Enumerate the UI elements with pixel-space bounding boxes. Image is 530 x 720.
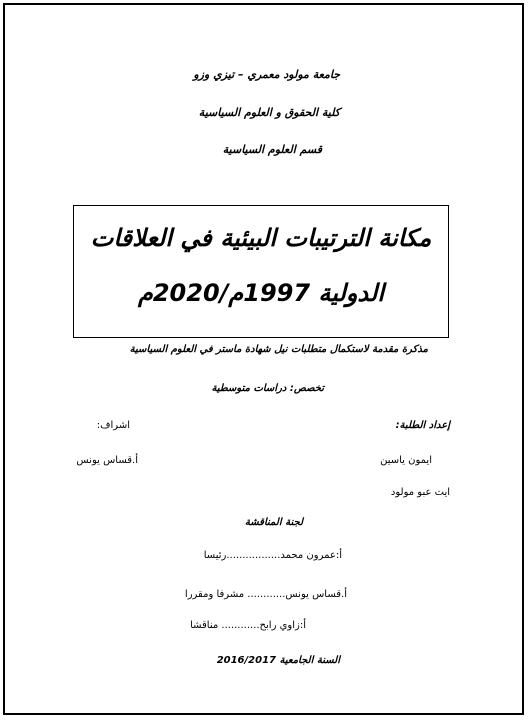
committee-member-1: أ:عمرون محمد.................رئيسا bbox=[203, 550, 342, 561]
committee-member-3: أ:زاوي رابح............ مناقشا bbox=[190, 620, 306, 631]
department-name: قسم العلوم السياسية bbox=[222, 143, 322, 156]
thesis-title-box bbox=[73, 205, 449, 338]
academic-year: السنة الجامعية 2016/2017 bbox=[216, 655, 340, 666]
committee-member-2: أ.قساس يونس............ مشرفا ومقررا bbox=[184, 589, 347, 600]
committee-label: لجنة المناقشة bbox=[244, 517, 303, 528]
thesis-title-line-2: الدولية 1997م/2020م bbox=[137, 279, 385, 307]
supervisor-label: اشراف: bbox=[96, 420, 130, 431]
thesis-subtitle: مذكرة مقدمة لاستكمال متطلبات نيل شهادة ماستر في العلوم السياسية bbox=[129, 344, 428, 355]
thesis-title-line-1: مكانة الترتيبات البيئية في العلاقات bbox=[90, 224, 432, 252]
faculty-name: كلية الحقوق و العلوم السياسية bbox=[198, 106, 340, 119]
university-name: جامعة مولود معمري – تيزي وزو bbox=[193, 68, 340, 81]
student-name-2: ايت عبو مولود bbox=[390, 487, 450, 498]
supervisor-name: أ.قساس يونس bbox=[76, 455, 138, 466]
students-label: إعداد الطلبة: bbox=[395, 420, 450, 431]
student-name-1: ايمون ياسين bbox=[380, 455, 432, 466]
specialty: تخصص: دراسات متوسطية bbox=[211, 383, 324, 394]
